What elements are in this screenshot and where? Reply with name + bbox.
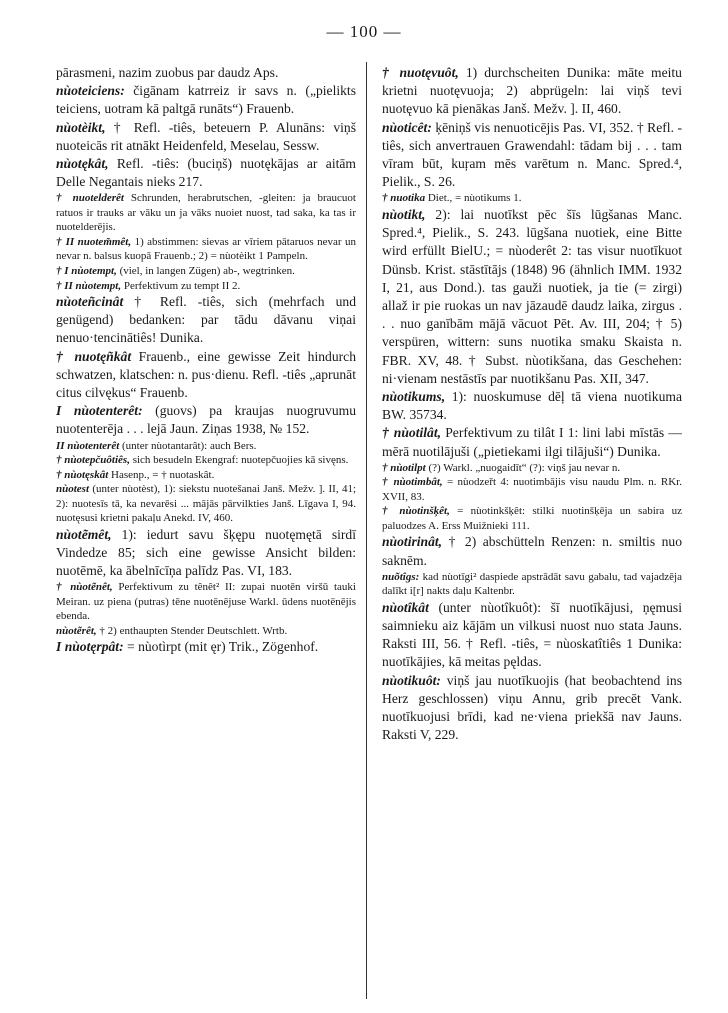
dictionary-entry <box>382 504 682 533</box>
entry-headword: nùoticêt: <box>382 119 432 135</box>
entry-headword: II nùotenterêt <box>56 439 120 452</box>
entry-body: Diet., = nùotikums 1. <box>425 192 522 205</box>
entry-headword: nùotikt, <box>382 206 426 222</box>
dictionary-entry <box>56 638 356 656</box>
entry-headword: † II nuotem̃mêt, <box>56 235 132 248</box>
entry-headword: nùotirinât, <box>382 534 443 550</box>
dictionary-entry <box>56 453 356 468</box>
entry-body: = nùotinkšķêt: stilki nuotinšķēja un sabira uz paluodzes A. Erss Muižnieki 111. <box>382 505 682 532</box>
dictionary-entry <box>382 533 682 569</box>
entry-body: † Refl. -tiês, sich (mehrfach und genügend) bedanken: par tādu dāvanu viņai nenuo·tencinātiês! Dunika. <box>56 294 356 346</box>
entry-headword: I nùotenterêt: <box>56 403 143 419</box>
entry-body: Schrunden, herabrutschen, -gleiten: ja braucuot ratuos ir trauks ar vāku un ja vāks nuoiet nuost, tad saka, ka tas ir nuotelderējis. <box>56 192 356 234</box>
dictionary-entry <box>56 348 356 403</box>
entry-body: (?) Warkl. „nuogaidīt“ (?): viņš jau nevar n. <box>425 461 621 474</box>
entry-body: 1) abstimmen: sievas ar vīriem pātaruos nevar un nevar n. balsus kuopā Frauenb.; 2) = nùotèikt 1 Pampeln. <box>56 235 356 263</box>
entry-body: (unter nùotantarât): auch Bers. <box>119 439 257 452</box>
entry-body: Perfektivum zu tênêt² II: zupai nuotēn viršū tauki Meiran. uz piena (putras) tēne nuotēnējuse Warkl. ūdens nuotēnējis ebenda. <box>56 581 356 623</box>
entry-body: pārasmeni, nazim zuobus par daudz Aps. <box>56 65 279 80</box>
entry-headword: nùotest <box>56 483 90 496</box>
entry-headword: † nùotilât, <box>382 425 442 441</box>
entry-body: = nùotìrpt (mit ęr) Trik., Zögenhof. <box>123 639 319 655</box>
dictionary-entry <box>56 580 356 624</box>
entry-headword: † nùotẽnêt, <box>56 581 113 594</box>
entry-headword: † nuotęvuôt, <box>382 65 459 80</box>
entry-headword: † nùotilpt <box>382 461 426 474</box>
entry-body: Frauenb., eine gewisse Zeit hindurch schwatzen, klatschen: n. pus·dienu. Refl. -tiês „aprunāt citus cilvękus“ Frauenb. <box>56 348 356 401</box>
dictionary-entry <box>56 64 356 82</box>
entry-body: viņš jau nuotīkuojis (hat beobachtend ins Herz geschlossen) viņu Annu, grib precēt Vank. nuotīkuojusi brīdi, kad ne·viena priekšā nav Jauns. Raksti V, 229. <box>382 672 682 743</box>
entry-headword: I nùotęrpât: <box>56 639 124 655</box>
entry-headword: † nùotimbât, <box>382 476 443 489</box>
entry-headword: nùoteiciens: <box>56 83 125 99</box>
entry-body: (guovs) pa kraujas nuogruvumu nuotenterēja . . . lejā Jaun. Ziņas 1938, № 152. <box>56 403 356 437</box>
dictionary-entry <box>382 191 682 206</box>
dictionary-entry <box>56 279 356 294</box>
dictionary-entry <box>382 424 682 460</box>
dictionary-entry <box>56 235 356 264</box>
entry-body: = nùodzeřt 4: nuotimbājis visu naudu Plm. n. RKr. XVII, 83. <box>382 476 682 503</box>
dictionary-entry <box>56 155 356 191</box>
entry-body: † Refl. -tiês, beteuern P. Alunāns: viņš nuoteicās rit atnākt Heidenfeld, Meselau, Sessw. <box>56 119 356 153</box>
entry-body: Perfektivum zu tempt II 2. <box>121 279 241 292</box>
dictionary-entry <box>382 570 682 599</box>
entry-body: čigānam katrreiz ir savs n. („pielikts teiciens, uotram kā paltgā runāts“) Frauenb. <box>56 83 356 117</box>
dictionary-entry <box>56 439 356 454</box>
dictionary-entry <box>382 119 682 192</box>
dictionary-entry <box>56 119 356 155</box>
entry-body: Hasenp., = † nuotaskât. <box>108 468 215 481</box>
dictionary-entry <box>56 264 356 279</box>
dictionary-entry <box>382 475 682 504</box>
entry-headword: nùoteñcinât <box>56 294 124 310</box>
entry-headword: † I nùotempt, <box>56 265 117 277</box>
dictionary-entry <box>382 461 682 476</box>
entry-body: Perfektivum zu tilât I 1: lini labi mīstās — mērā nuotilājuši („pietiekami ilgi tilājuši“) Dunika. <box>382 425 682 459</box>
dictionary-entry <box>56 468 356 483</box>
entry-body: kad nùotīgi² daspiede apstrādāt savu gabalu, tad vajadzēja dalīkt i[r] nakts daļu Kaltenbr. <box>382 570 682 598</box>
entry-body: 1) durchscheiten Dunika: māte meitu krietni nuotęvuoja; 2) abprügeln: lai viņš tevi nuotęvuo kā pienākas Janš. Mežv. ]. II, 460. <box>382 65 682 117</box>
dictionary-entry <box>56 191 356 235</box>
entry-body: † 2) abschütteln Renzen: n. smiltis nuo saknēm. <box>382 534 682 568</box>
dictionary-entry <box>56 82 356 118</box>
entry-body: Refl. -tiês: (buciņš) nuotękājas ar aitām Delle Negantais nieks 217. <box>56 156 356 190</box>
dictionary-entry <box>382 672 682 745</box>
entry-body: † 2) enthaupten Stender Deutschlett. Wrtb. <box>96 624 288 637</box>
entry-body: ķēniņš vis nenuoticējis Pas. VI, 352. † Refl. -tiês, sich anvertrauen Grawendahl: tādam bij . . . tam vīram būt, kuŗam mēs varētum n. Manc. Spred.⁴, Pielik., S. 26. <box>382 119 682 190</box>
entry-body: sich besudeln Ekengraf: nuotepčuojies kā sivęns. <box>129 454 349 467</box>
dictionary-entry <box>56 624 356 639</box>
dictionary-entry <box>382 599 682 672</box>
dictionary-entry <box>56 402 356 438</box>
dictionary-entry <box>382 388 682 424</box>
entry-headword: † nùotinšķêt, <box>382 505 450 518</box>
column-divider <box>366 62 367 999</box>
entry-headword: † nuotęñkât <box>56 348 132 364</box>
dictionary-entry <box>56 482 356 526</box>
dictionary-entry <box>382 64 682 119</box>
page-number: — 100 — <box>326 22 402 41</box>
entry-headword: nuõtîgs: <box>382 570 420 583</box>
dictionary-entry <box>56 293 356 348</box>
dictionary-entry <box>56 526 356 581</box>
dictionary-entry <box>382 206 682 388</box>
entry-headword: nùotikuôt: <box>382 672 441 688</box>
entry-body: 2): lai nuotīkst pēc šīs lūgšanas Manc. Spred.⁴, Pielik., S. 243. lūgšana nuotiek, eine Bitte wird erfüllt BielU.; = nùoderêt 2: tas visur nuotīkuot Dünsb. Krist. stāstītājs (1848) 96 (ähnlich IMM. 1932 I, 21, aus Dond.). tas gauži nuotiek, ja tie (= zirgi) allaž ir pie ruokas un nav jāzaudē daudz laika, zirgus . . . nuo ganībām mājā vācuot Pēt. Av. III, 204; † 5) verspüren, wittern: suns nuotika smaku Skaista n. FBR. XV, 48. † Subst. nùotikšana, das Geschehen: ni·vienam nestāstīs par nuotikšanu Pas. XII, 347. <box>382 206 682 386</box>
entry-headword: † nuotelderêt <box>56 192 124 205</box>
right-column <box>382 64 682 1005</box>
entry-headword: nùotẽrêt, <box>56 624 97 637</box>
entry-body: 1): nuoskumuse dēļ tā viena nuotikuma BW. 35734. <box>382 388 682 423</box>
entry-body: (viel, in langen Zügen) ab-, wegtrinken. <box>116 265 295 277</box>
entry-headword: nùotèikt, <box>56 119 106 135</box>
entry-headword: † nuotika <box>382 192 426 205</box>
entry-headword: nùotikums, <box>382 388 446 404</box>
entry-body: (unter nùotîkuôt): šī nuotīkājusi, ņęmusi saimnieku aiz kājām un vilkusi nuost nuo stata Jauns. Raksti III, 56. † Refl. -tiês, = nùoskatîtiês 1 Dunika: nuotīkājies, kā meitas pęldas. <box>382 599 682 670</box>
entry-headword: nùotękât, <box>56 156 109 172</box>
entry-body: 1): iedurt savu šķępu nuotęmętā sirdī Vindedze 85; sich eine gewisse Ansicht bilden: nuotēmē, ka ābelnīcīņa palīdz Pas. VI, 183. <box>56 526 356 579</box>
entry-headword: † nùotepčuôtiês, <box>56 454 130 467</box>
entry-body: (unter nùotèst), 1): siekstu nuotešanai Janš. Mežv. ]. II, 41; 2): nuotesīs tā, ka nevarēsi ... mājās pārvilkties Janš. Līgava I, 94. nuotęsusi krietni pakaļu Anekd. IV, 460. <box>56 483 356 525</box>
left-column <box>56 64 356 1005</box>
entry-headword: nùotẽmêt, <box>56 526 112 542</box>
entry-headword: † nùotęskât <box>56 468 109 481</box>
entry-headword: nùotîkât <box>382 599 429 615</box>
entry-headword: † II nùotempt, <box>56 279 122 292</box>
